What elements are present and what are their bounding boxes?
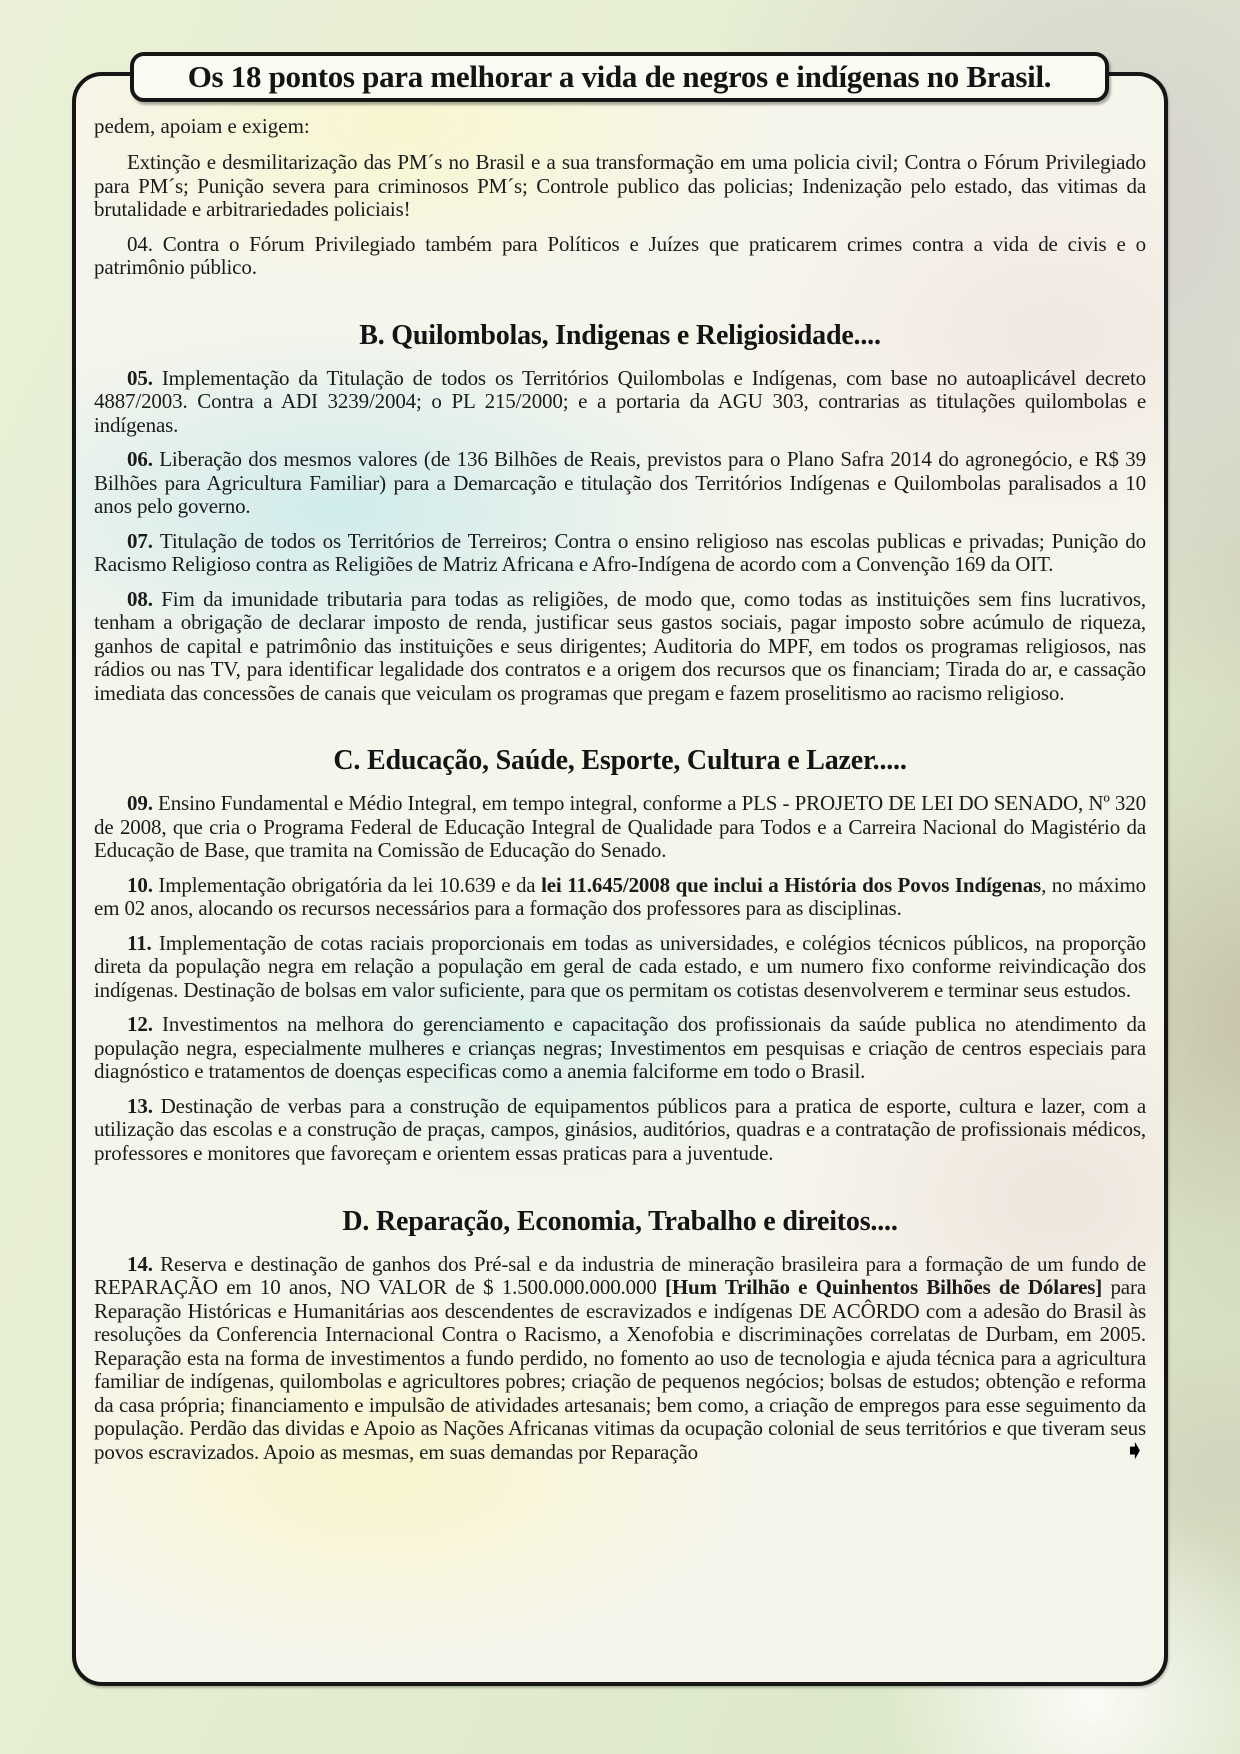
item-number: 13. (127, 1093, 161, 1118)
emphasized-text: lei 11.645/2008 que inclui a História dos Povos Indígenas (541, 872, 1042, 897)
paragraph-13 (94, 1095, 1146, 1166)
paragraph-07 (94, 530, 1146, 577)
body-text: Implementação de cotas raciais proporcionais em todas as universidades, e colégios técnicos públicos, na proporção direta da população negra em relação a população em geral de cada estado, e um numero fixo conforme reivindicação dos indígenas. Destinação de bolsas em valor suficiente, para que os permitam os cotistas desenvolverem e terminar seus estudos. (94, 930, 1146, 1002)
paragraph-05 (94, 367, 1146, 438)
body-text: Titulação de todos os Territórios de Terreiros; Contra o ensino religioso nas escolas publicas e privadas; Punição do Racismo Religioso contra as Religiões de Matriz Africana e Afro-Indígena de acordo com a Convenção 169 da OIT. (94, 528, 1146, 577)
intro-line: pedem, apoiam e exigem: (94, 114, 310, 138)
paragraph-10 (94, 874, 1146, 921)
paragraph-11 (94, 932, 1146, 1003)
paragraph-06 (94, 448, 1146, 519)
item-number: 10. (127, 872, 159, 897)
item-number: 05. (127, 365, 162, 390)
emphasized-text: [Hum Trilhão e Quinhentos Bilhões de Dólares] (665, 1275, 1103, 1300)
body-text: Liberação dos mesmos valores (de 136 Bilhões de Reais, previstos para o Plano Safra 2014 do agronegócio, e R$ 39 Bilhões para Agricultura Familiar) para a Demarcação e titulação dos Territórios Indígenas e Quilombolas paralisados a 10 anos pelo governo. (94, 447, 1146, 519)
body-text: Contra o Fórum Privilegiado também para Políticos e Juízes que praticarem crimes contra a vida de civis e o patrimônio público. (94, 231, 1146, 280)
item-number: 14. (127, 1251, 161, 1276)
item-number: 08. (127, 586, 162, 611)
body-text: , no máximo em 02 anos, alocando os recursos necessários para a formação dos professores para as disciplinas. (94, 872, 1146, 921)
body-text: Implementação da Titulação de todos os Territórios Quilombolas e Indígenas, com base no autoaplicável decreto 4887/2003. Contra a ADI 3239/2004; o PL 215/2000; e a portaria da AGU 303, contrarias as titulações quilombolas e indígenas. (94, 365, 1146, 437)
body-text: Fim da imunidade tributaria para todas as religiões, de modo que, como todas as instituições sem fins lucrativos, tenham a obrigação de declarar imposto de renda, justificar seus gastos sociais, pagar imposto sobre acúmulo de riqueza, ganhos de capital e patrimônio das instituições e seus dirigentes; Auditoria do MPF, em todos os programas religiosos, nas rádios ou nas TV, para identificar legalidade dos contratos e a origem dos recursos que os financiam; Tirada do ar, e cassação imediata das concessões de canais que veiculam os programas que pregam e fazem proselitismo ao racismo religioso. (94, 586, 1146, 705)
document-blocks (94, 151, 1146, 1464)
paragraph-intro-demands (94, 151, 1146, 222)
item-number: 12. (127, 1012, 163, 1037)
body-text: Implementação obrigatória da lei 10.639 e da (158, 872, 542, 897)
document-body (80, 80, 1160, 1678)
body-text: Ensino Fundamental e Médio Integral, em tempo integral, conforme a PLS - PROJETO DE LEI DO SENADO, Nº 320 de 2008, que cria o Programa Federal de Educação Integral de Qualidade para Todos e a Carreira Nacional do Magistério da Educação de Base, que tramita na Comissão de Educação do Senado. (94, 791, 1146, 863)
body-text: Destinação de verbas para a construção de equipamentos públicos para a pratica de esporte, cultura e lazer, com a utilização das escolas e a construção de praças, campos, ginásios, auditórios, quadras e a contratação de profissionais médicos, professores e monitores que favoreçam e orientem essas praticas para a juventude. (94, 1093, 1146, 1165)
item-number: 06. (127, 447, 160, 472)
section-heading-d: D. Reparação, Economia, Trabalho e direitos.... (342, 1205, 898, 1237)
continue-next-page-arrow-icon: ➧ (1123, 1434, 1146, 1466)
paragraph-12 (94, 1013, 1146, 1084)
item-number: 04. (127, 231, 163, 256)
document-frame (72, 59, 1168, 1686)
paragraph-08 (94, 588, 1146, 706)
body-text: Reserva e destinação de ganhos dos Pré-sal e da industria de mineração brasileira para a formação de um fundo de REPARAÇÃO em 10 anos, NO VALOR de $ 1.500.000.000.000 (94, 1251, 1147, 1300)
page-title: Os 18 pontos para melhorar a vida de negros e indígenas no Brasil. (187, 59, 1052, 94)
paragraph-14 (94, 1253, 1146, 1465)
section-heading-b: B. Quilombolas, Indigenas e Religiosidade.... (359, 319, 881, 351)
paragraph-09 (94, 792, 1146, 863)
section-heading-c: C. Educação, Saúde, Esporte, Cultura e Lazer..... (333, 745, 907, 777)
body-text: para Reparação Históricas e Humanitárias aos descendentes de escravizados e indígenas DE ACÔRDO com a adesão do Brasil às resoluções da Conferencia Internacional Contra o Racismo, a Xenofobia e discriminações correlatas de Durbam, em 2005. Reparação esta na forma de investimentos a fundo perdido, no fomento ao uso de tecnologia e ajuda técnica para a agricultura familiar de indígenas, quilombolas e agricultores pobres; criação de pequenos negócios; bolsas de estudos; obtenção e reforma da casa própria; financiamento e impulsão de atividades artesanais; bem como, a criação de empregos para esse seguimento da população. Perdão das dividas e Apoio as Nações Africanas vitimas da ocupação colonial de seus territórios e que tiveram seus povos escravizados. Apoio as mesmas, em suas demandas por Reparação (94, 1275, 1146, 1464)
body-text: Extinção e desmilitarização das PM´s no Brasil e a sua transformação em uma policia civil; Contra o Fórum Privilegiado para PM´s; Punição severa para criminosos PM´s; Controle publico das policias; Indenização pelo estado, das vitimas da brutalidade e arbitrariedades policiais! (94, 150, 1146, 222)
body-text: Investimentos na melhora do gerenciamento e capacitação dos profissionais da saúde publica no atendimento da população negra, especialmente mulheres e crianças negras; Investimentos em pesquisas e criação de centros especiais para diagnóstico e tratamentos de doenças especificas como a anemia falciforme em todo o Brasil. (94, 1012, 1146, 1084)
item-number: 09. (127, 791, 159, 816)
paragraph-04 (94, 233, 1146, 280)
item-number: 11. (127, 930, 159, 955)
item-number: 07. (127, 528, 160, 553)
